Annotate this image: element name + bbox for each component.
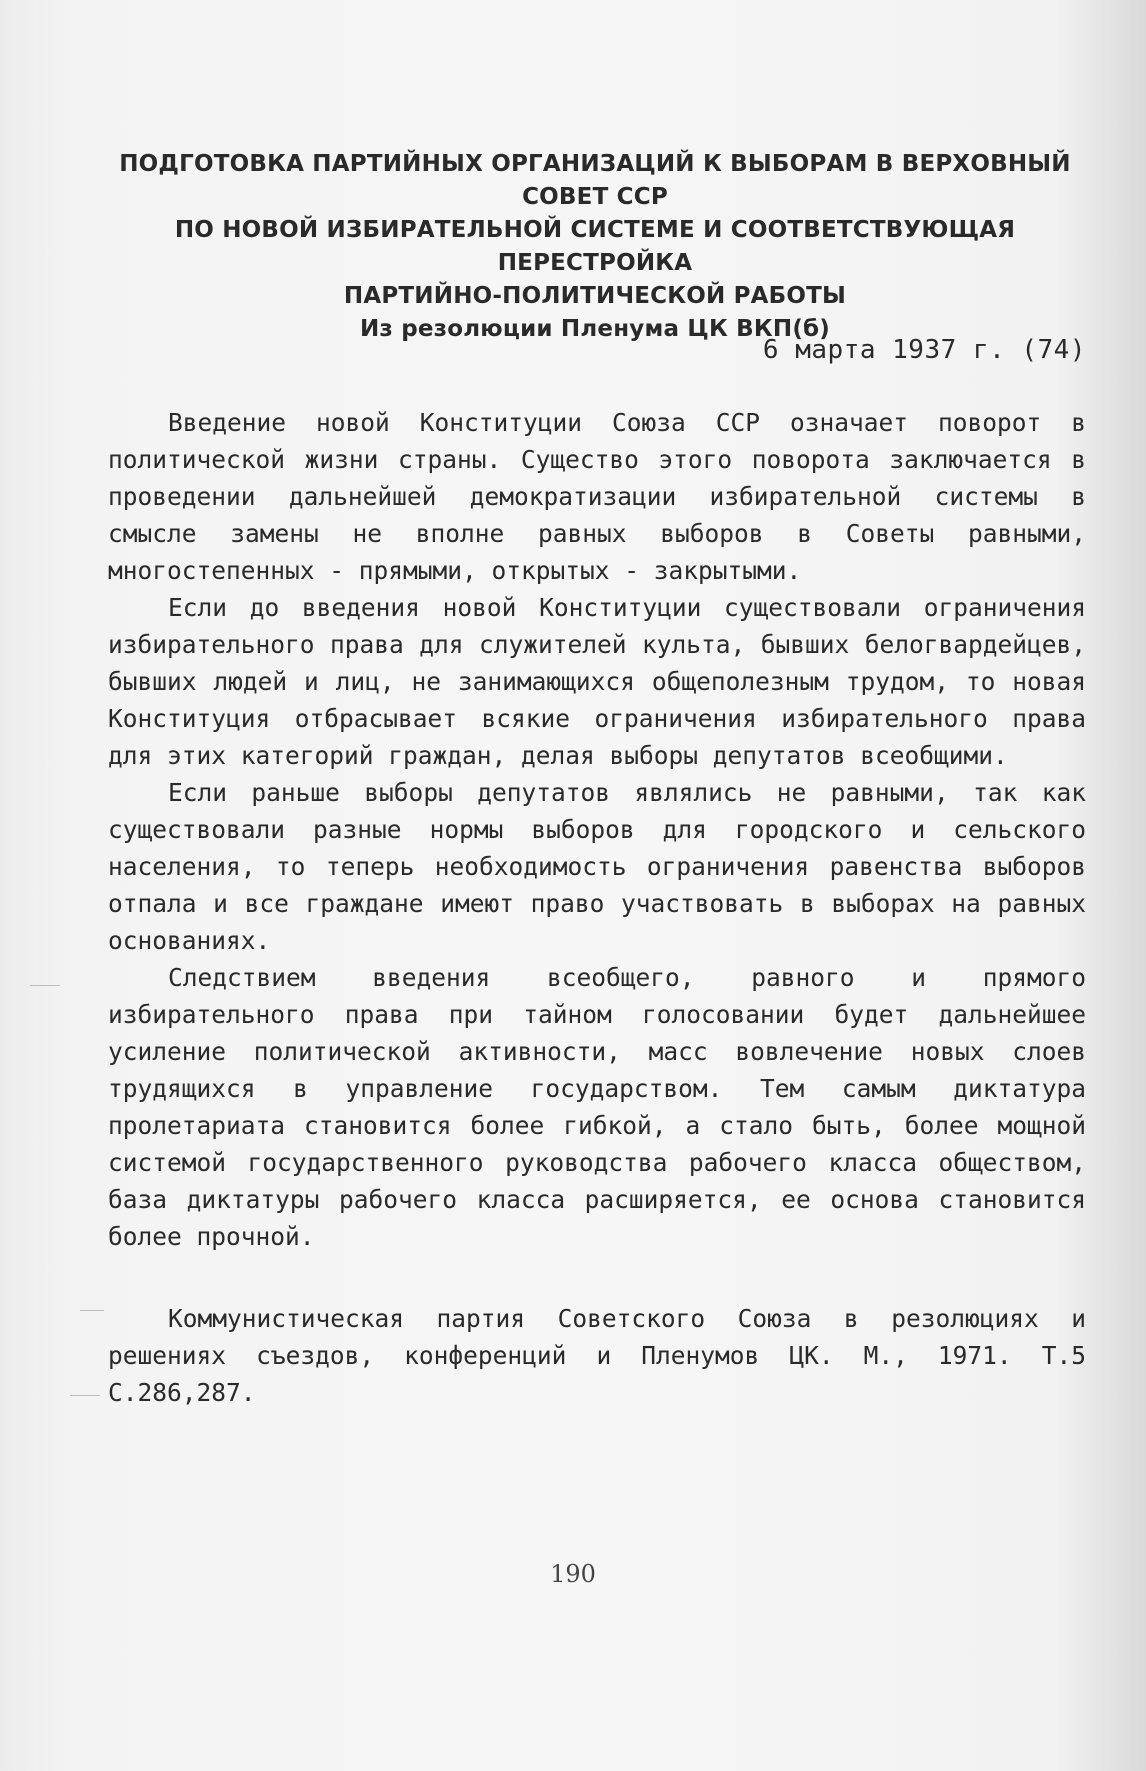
document-date: 6 марта 1937 г. (74) [762,335,1086,365]
paragraph-4: Следствием введения всеобщего, равного и прямого избирательного права при тайном голосовании будет дальнейшее усиление политической активности, масс вовлечение новых слоев трудящихся в управление государством. Тем самым диктатура пролетариата становится более гибкой, а стало быть, более мощной системой государственного руководства рабочего класса обществом, база диктатуры рабочего класса расширяется, ее основа становится более прочной. [108,963,1086,1251]
source-citation: Коммунистическая партия Советского Союза в резолюциях и решениях съездов, конференций и Пленумов ЦК. М., 1971. Т.5 С.286,287. [108,1304,1086,1407]
document-title [100,148,1090,346]
paragraph-3: Если раньше выборы депутатов являлись не равными, так как существовали разные нормы выборов для городского и сельского населения, то теперь необходимость ограничения равенства выборов отпала и все граждане имеют право участвовать в выборах на равных основаниях. [108,778,1086,955]
margin-mark [70,1395,100,1396]
paragraph-1: Введение новой Конституции Союза ССР означает поворот в политической жизни страны. Существо этого поворота заключается в проведении дальнейшей демократизации избирательной системы в смысле замены не вполне равных выборов в Советы равными, многостепенных - прямыми, открытых - закрытыми. [108,408,1086,585]
paragraph-2: Если до введения новой Конституции существовали ограничения избирательного права для служителей культа, бывших белогвардейцев, бывших людей и лиц, не занимающихся общеполезным трудом, то новая Конституция отбрасывает всякие ограничения избирательного права для этих категорий граждан, делая выборы депутатов всеобщими. [108,593,1086,770]
title-line-1: ПОДГОТОВКА ПАРТИЙНЫХ ОРГАНИЗАЦИЙ К ВЫБОРАМ В ВЕРХОВНЫЙ СОВЕТ ССР [119,151,1071,210]
margin-mark [30,985,60,986]
document-subtitle: Из резолюции Пленума ЦК ВКП(б) [359,316,831,342]
title-line-2: ПО НОВОЙ ИЗБИРАТЕЛЬНОЙ СИСТЕМЕ И СООТВЕТСТВУЮЩАЯ ПЕРЕСТРОЙКА [174,217,1016,276]
title-line-3: ПАРТИЙНО-ПОЛИТИЧЕСКОЙ РАБОТЫ [343,283,847,309]
document-body [108,404,1086,1255]
margin-mark [80,1310,104,1311]
page-number: 190 [550,1560,596,1588]
